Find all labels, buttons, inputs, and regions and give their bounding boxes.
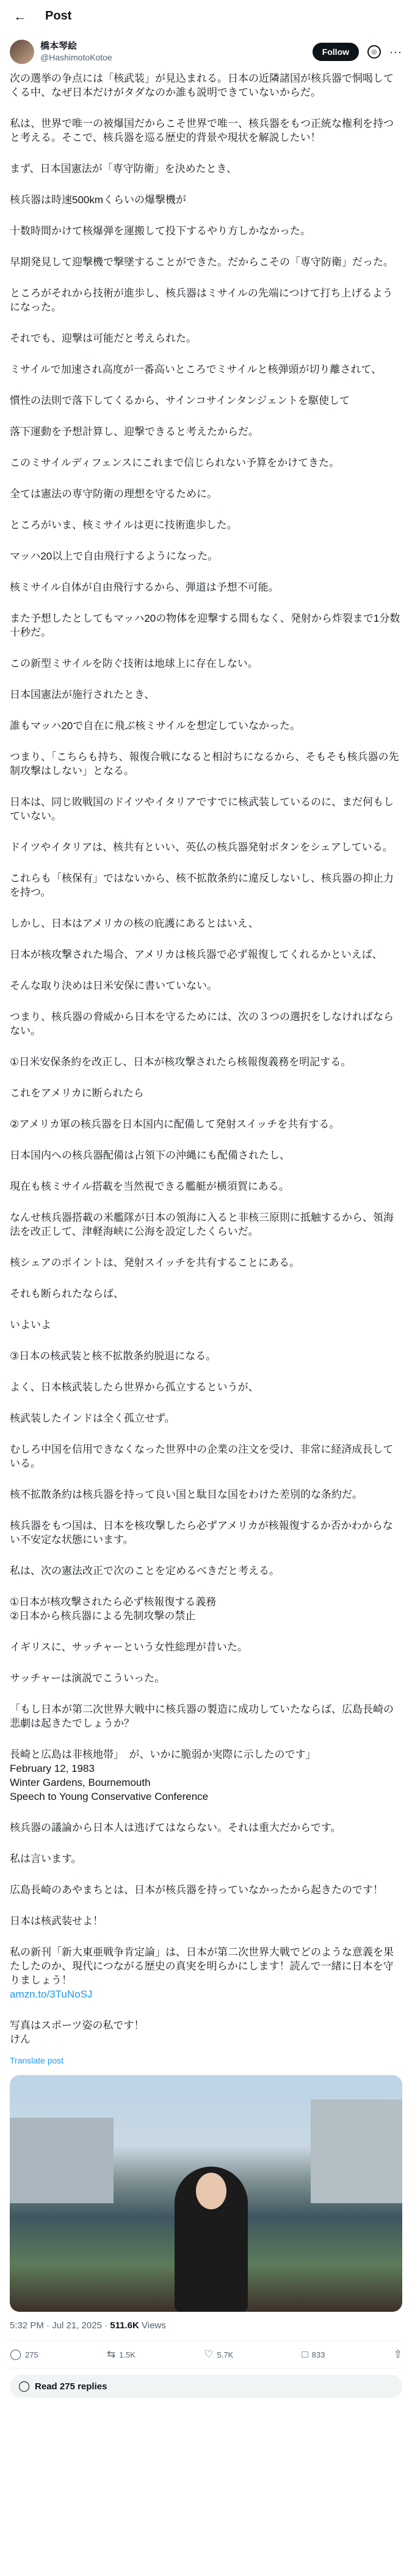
post-paragraph: また予想したとしてもマッハ20の物体を迎撃する間もなく、発射から炸裂まで1分数十秒だ。 <box>10 613 400 638</box>
bookmark-count: 833 <box>311 2350 325 2359</box>
post-paragraph: 核兵器は時速500kmくらいの爆撃機が <box>10 194 187 206</box>
post-paragraph: ②アメリカ軍の核兵器を日本国内に配備して発射スイッチを共有する。 <box>10 1118 340 1130</box>
post-paragraph: 日本国憲法が施行されたとき、 <box>10 689 155 700</box>
divider <box>10 2368 402 2369</box>
post-paragraph: 核シェアのポイントは、発射スイッチを共有することにある。 <box>10 1257 300 1268</box>
reply-icon: ◯ <box>10 2348 22 2360</box>
author-names <box>40 41 313 63</box>
read-replies-button[interactable] <box>10 2375 402 2398</box>
post-paragraph: 落下運動を予想計算し、迎撃できると考えたからだ。 <box>10 426 259 437</box>
post-paragraph: 「もし日本が第二次世界大戦中に核兵器の製造に成功していたならば、広島長崎の悲劇は起きたでしょうか？ <box>10 1704 394 1729</box>
post-paragraph: マッハ20以上で自由飛行するようになった。 <box>10 550 219 562</box>
post-paragraph: 核ミサイル自体が自由飛行するから、弾道は予想不可能。 <box>10 581 279 593</box>
views-label: Views <box>142 2320 166 2331</box>
post-paragraph: ミサイルで加速され高度が一番高いところでミサイルと核弾頭が切り離されて、 <box>10 364 382 375</box>
post-paragraph: 日本は、同じ敗戦国のドイツやイタリアですでに核武装しているのに、まだ何もしていない。 <box>10 796 394 822</box>
repost-icon: ⇆ <box>106 2348 116 2360</box>
post-paragraph: なんせ核兵器搭載の米艦隊が日本の領海に入ると非核三原則に抵触するから、領海法を改正して、津軽海峡に公海を設定したくらいだ。 <box>10 1212 394 1237</box>
post-paragraph: これをアメリカに断られたら <box>10 1087 144 1099</box>
post-paragraph: 慣性の法則で落下してくるから、サインコサインタンジェントを駆使して <box>10 395 350 406</box>
post-paragraph: 私は、次の憲法改正で次のことを定めるべきだと考える。 <box>10 1565 280 1577</box>
post-paragraph: 長崎と広島は非核地帯」 が、いかに脆弱か実際に示したのです」 February 12, 1983 Winter Gardens, Bournemouth Speech to Young Conservative Conference <box>10 1749 316 1802</box>
reply-count: 275 <box>25 2350 38 2359</box>
reply-bubble-icon: ◯ <box>18 2380 31 2392</box>
post-paragraph: サッチャーは演説でこういった。 <box>10 1672 165 1684</box>
post-paragraph: 日本が核攻撃された場合、アメリカは核兵器で必ず報復してくれるかといえば、 <box>10 949 383 960</box>
author-row <box>0 32 412 71</box>
post-paragraph: ①日米安保条約を改正し、日本が核攻撃されたら核報復義務を明記する。 <box>10 1056 352 1068</box>
post-paragraph: イギリスに、サッチャーという女性総理が昔いた。 <box>10 1641 248 1653</box>
post-timestamp[interactable]: 5:32 PM · Jul 21, 2025 <box>10 2320 102 2331</box>
read-replies-label: Read 275 replies <box>35 2381 107 2392</box>
post-paragraph: 次の選挙の争点には「核武装」が見込まれる。日本の近隣諸国が核兵器で恫喝してくる中、なぜ日本だけがタダなのか誰も説明できていないからだ。 <box>10 73 394 98</box>
follow-button[interactable]: Follow <box>313 43 359 61</box>
author-handle[interactable]: @HashimotoKotoe <box>40 52 112 62</box>
post-paragraph: いよいよ <box>10 1319 51 1331</box>
share-icon: ⇧ <box>393 2348 402 2360</box>
post-paragraph: 核兵器の議論から日本人は逃げてはならない。それは重大だからです。 <box>10 1822 341 1833</box>
post-paragraph: ところがいま、核ミサイルは更に技術進歩した。 <box>10 519 237 531</box>
translate-post-link[interactable]: Translate post <box>10 2056 64 2065</box>
repost-button[interactable] <box>107 2348 136 2361</box>
grok-icon[interactable]: ◎ <box>367 45 381 59</box>
back-arrow-icon[interactable]: ← <box>13 8 27 24</box>
avatar[interactable] <box>10 40 34 64</box>
reply-button[interactable] <box>10 2348 38 2361</box>
post-paragraph: つまり、「こちらも持ち、報復合戦になると相討ちになるから、そもそも核兵器の先制攻撃はしない」となる。 <box>10 751 399 777</box>
post-paragraph: 早期発見して迎撃機で撃墜することができた。だからこその「専守防衛」だった。 <box>10 256 394 268</box>
post-paragraph: そんな取り決めは日米安保に書いていない。 <box>10 980 217 991</box>
top-bar <box>0 0 412 32</box>
post-paragraph: 核兵器をもつ国は、日本を核攻撃したら必ずアメリカが核報復するか否かわからない不安定な状態にいます。 <box>10 1520 393 1545</box>
post-paragraph: 広島長崎のあやまちとは、日本が核兵器を持っていなかったから起きたのです！ <box>10 1884 383 1896</box>
repost-count: 1.5K <box>119 2350 136 2359</box>
post-closing: 写真はスポーツ姿の私です！ けん <box>10 2020 145 2045</box>
post-paragraph: これらも「核保有」ではないから、核不拡散条約に違反しないし、核兵器の抑止力を持つ。 <box>10 872 394 898</box>
heart-icon: ♡ <box>204 2348 214 2360</box>
post-paragraph: 十数時間かけて核爆弾を運搬して投下するやり方しかなかった。 <box>10 225 311 237</box>
post-paragraph: よく、日本核武装したら世界から孤立するというが、 <box>10 1381 259 1393</box>
post-paragraph: ①日本が核攻撃されたら必ず核報復する義務 ②日本から核兵器による先制攻撃の禁止 <box>10 1596 217 1622</box>
page-title: Post <box>45 9 72 23</box>
post-paragraph: まず、日本国憲法が「専守防衛」を決めたとき、 <box>10 163 237 174</box>
post-paragraph: 日本国内への核兵器配備は占領下の沖縄にも配備されたし、 <box>10 1149 290 1161</box>
post-paragraph: それでも、迎撃は可能だと考えられた。 <box>10 333 197 344</box>
post-paragraph: この新型ミサイルを防ぐ技術は地球上に存在しない。 <box>10 658 258 669</box>
post-paragraph: むしろ中国を信用できなくなった世界中の企業の注文を受け、非常に経済成長している。 <box>10 1444 394 1469</box>
post-paragraph: 核不拡散条約は核兵器を持って良い国と駄目な国をわけた差別的な条約だ。 <box>10 1489 363 1500</box>
post-paragraph: 核武装したインドは全く孤立せず。 <box>10 1412 175 1424</box>
post-paragraph: 私の新刊「新大東亜戦争肯定論」は、日本が第二次世界大戦でどのような意義を果たしたのか、現代につながる歴史の真実を明らかにします！読んで一緒に日本を守りましょう！ <box>10 1946 394 1986</box>
post-paragraph: 日本は核武装せよ！ <box>10 1915 103 1927</box>
post-paragraph: ③日本の核武装と核不拡散条約脱退になる。 <box>10 1350 217 1362</box>
share-button[interactable] <box>394 2348 402 2361</box>
post-link[interactable]: amzn.to/3TuNoSJ <box>10 1988 93 2000</box>
post-paragraph: 誰もマッハ20で自在に飛ぶ核ミサイルを想定していなかった。 <box>10 720 301 732</box>
post-paragraph: つまり、核兵器の脅威から日本を守るためには、次の３つの選択をしなければならない。 <box>10 1011 394 1037</box>
post-paragraph: ドイツやイタリアは、核共有といい、英仏の核兵器発射ボタンをシェアしている。 <box>10 841 393 853</box>
post-paragraph: 私は言います。 <box>10 1853 82 1865</box>
post-paragraph: このミサイルディフェンスにこれまで信じられない予算をかけてきた。 <box>10 457 340 469</box>
views-count: 511.6K <box>110 2320 139 2331</box>
more-options-icon[interactable]: ··· <box>389 45 402 58</box>
post-paragraph: それも断られたならば、 <box>10 1288 124 1300</box>
action-bar <box>0 2341 412 2368</box>
post-meta: 5:32 PM · Jul 21, 2025 · 511.6K Views <box>10 2320 166 2331</box>
like-button[interactable] <box>204 2348 233 2361</box>
post-paragraph: 私は、世界で唯一の被爆国だからこそ世界で唯一、核兵器をもつ正統な権利を持つと考える。そこで、核兵器を巡る歴史的背景や現状を解説したい！ <box>10 118 394 143</box>
post-body <box>0 71 412 2068</box>
post-photo[interactable] <box>10 2075 402 2312</box>
post-paragraph: 現在も核ミサイル搭載を当然視できる艦艇が横須賀にある。 <box>10 1181 289 1192</box>
post-paragraph: ところがそれから技術が進歩し、核兵器はミサイルの先端につけて打ち上げるようになった。 <box>10 287 393 313</box>
post-paragraph: 全ては憲法の専守防衛の理想を守るために。 <box>10 488 217 500</box>
author-name[interactable]: 橋本琴絵 <box>40 40 78 51</box>
bookmark-button[interactable] <box>302 2348 325 2361</box>
like-count: 5.7K <box>217 2350 234 2359</box>
bookmark-icon: □ <box>302 2348 308 2360</box>
post-paragraph: しかし、日本はアメリカの核の庇護にあるとはいえ、 <box>10 918 259 929</box>
